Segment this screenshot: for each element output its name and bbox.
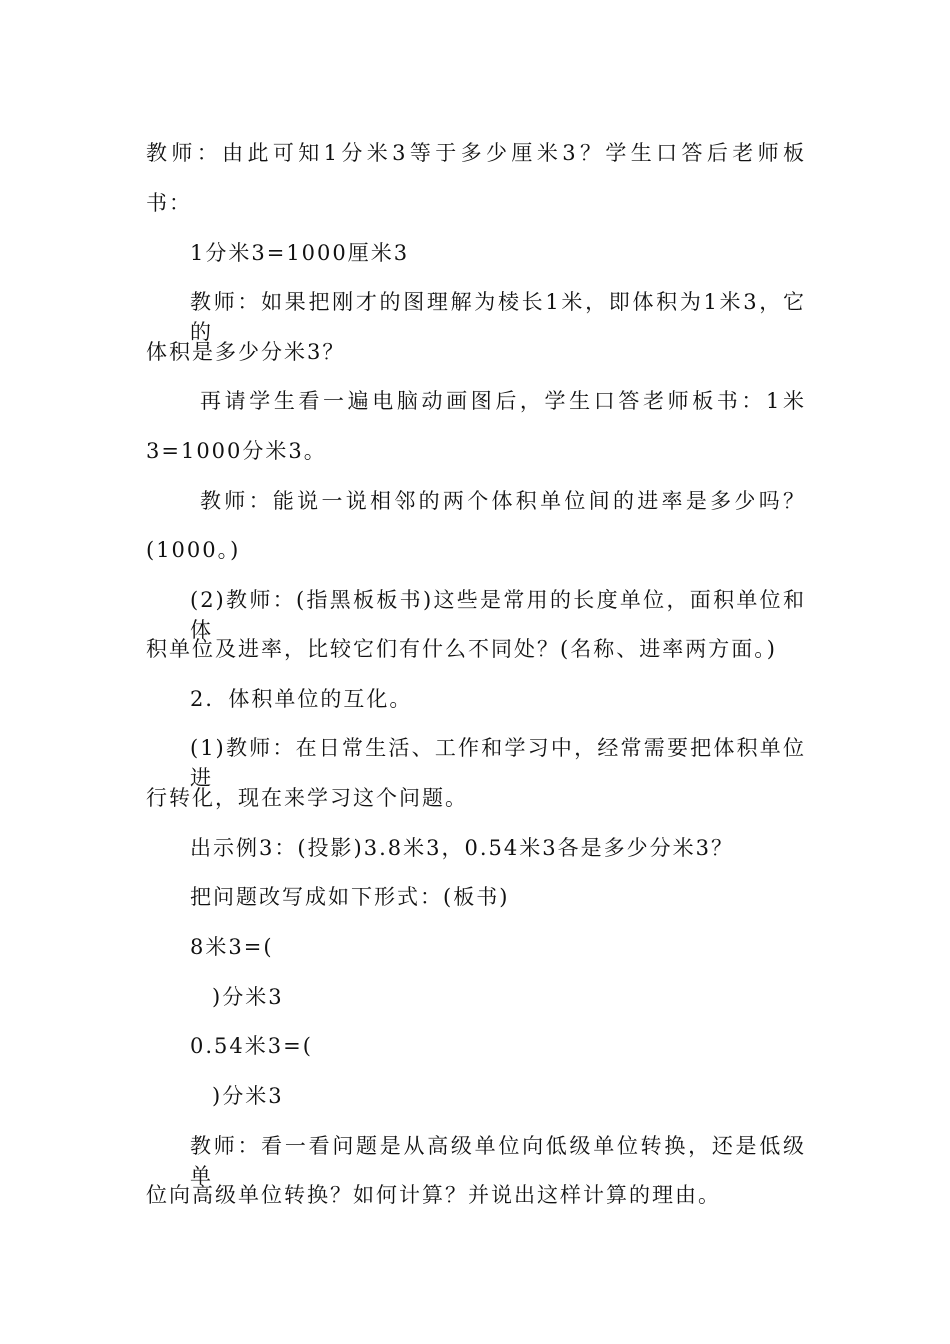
- paragraph-15-line-1: 教师：看一看问题是从高级单位向低级单位转换，还是低级单: [190, 1134, 806, 1188]
- paragraph-15-line-2: 位向高级单位转换？如何计算？并说出这样计算的理由。: [146, 1183, 721, 1207]
- paragraph-12: )分米3: [212, 985, 284, 1009]
- paragraph-3-line-1: 教师：如果把刚才的图理解为棱长1米，即体积为1米3，它的: [190, 290, 806, 344]
- paragraph-6-line-2: 积单位及进率，比较它们有什么不同处？(名称、进率两方面。): [146, 637, 777, 661]
- paragraph-5-line-1: 教师：能说一说相邻的两个体积单位间的进率是多少吗？: [200, 489, 806, 513]
- paragraph-9: 出示例3：(投影)3.8米3，0.54米3各是多少分米3？: [190, 836, 734, 860]
- paragraph-11: 8米3=(: [190, 935, 274, 959]
- paragraph-2: 1分米3=1000厘米3: [190, 241, 410, 265]
- paragraph-8-line-2: 行转化，现在来学习这个问题。: [146, 786, 468, 810]
- paragraph-6-line-1: (2)教师：(指黑板板书)这些是常用的长度单位，面积单位和体: [190, 588, 806, 642]
- paragraph-1-line-2: 书：: [146, 191, 192, 215]
- paragraph-4-line-2: 3=1000分米3。: [146, 439, 327, 463]
- paragraph-4-line-1: 再请学生看一遍电脑动画图后，学生口答老师板书：1米: [200, 389, 806, 413]
- paragraph-13: 0.54米3=(: [190, 1034, 313, 1058]
- paragraph-10: 把问题改写成如下形式：(板书): [190, 885, 510, 909]
- paragraph-14: )分米3: [212, 1084, 284, 1108]
- paragraph-1-line-1: 教师：由此可知1分米3等于多少厘米3？学生口答后老师板: [146, 141, 806, 165]
- paragraph-5-line-2: (1000。): [146, 538, 241, 562]
- paragraph-7: 2．体积单位的互化。: [190, 687, 413, 711]
- paragraph-3-line-2: 体积是多少分米3？: [146, 340, 346, 364]
- paragraph-8-line-1: (1)教师：在日常生活、工作和学习中，经常需要把体积单位进: [190, 736, 806, 790]
